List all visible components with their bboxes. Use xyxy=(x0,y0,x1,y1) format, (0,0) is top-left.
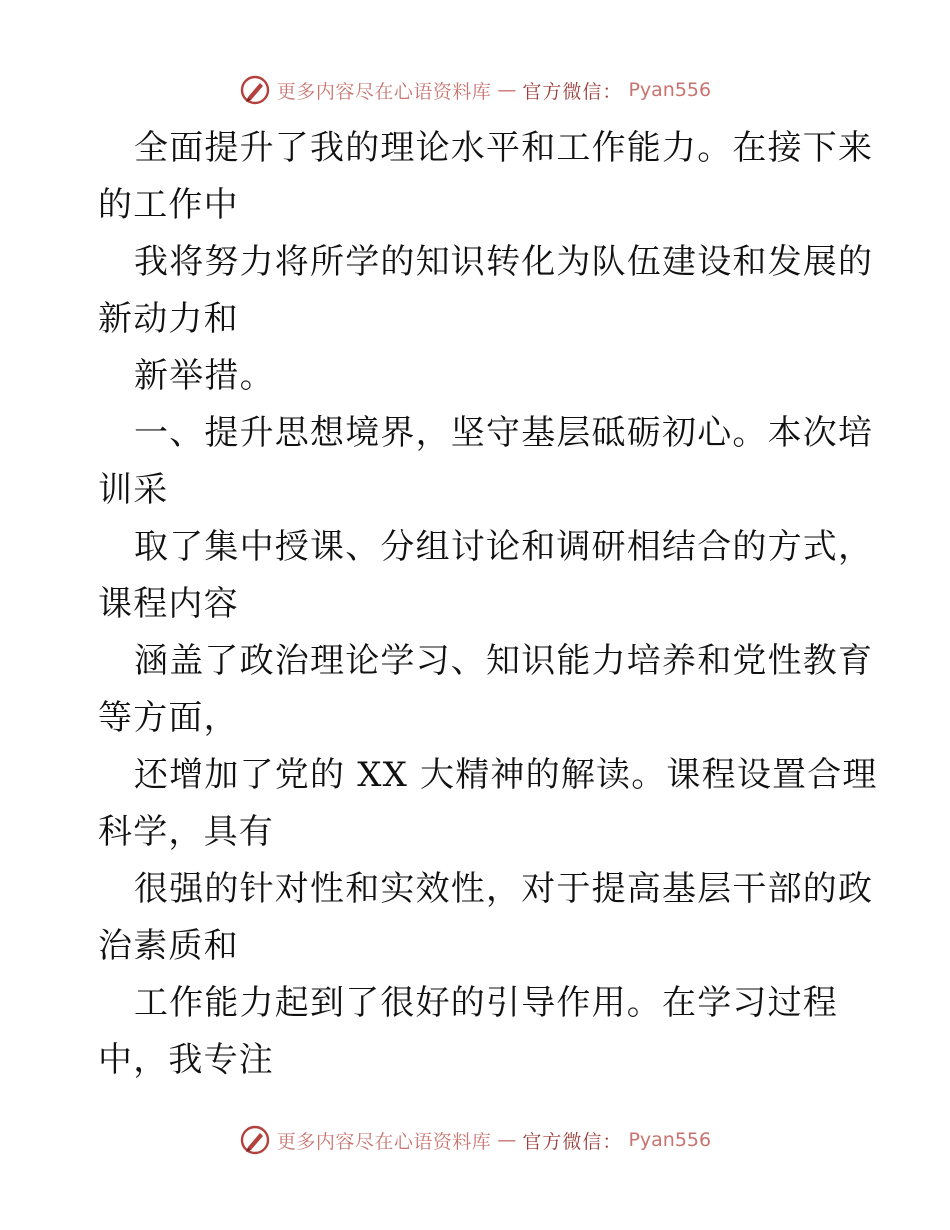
body-line: 中，我专注 xyxy=(98,1040,274,1080)
document-body xyxy=(98,120,878,1089)
body-line: 全面提升了我的理论水平和工作能力。在接下来 xyxy=(134,128,874,168)
body-line: 课程内容 xyxy=(98,584,239,624)
body-line: 等方面， xyxy=(98,698,239,738)
body-line: 很强的针对性和实效性，对于提高基层干部的政 xyxy=(134,869,874,909)
body-line: 还增加了党的 XX 大精神的解读。课程设置合理 xyxy=(134,755,878,795)
body-line: 科学，具有 xyxy=(98,812,274,852)
body-line: 涵盖了政治理论学习、知识能力培养和党性教育 xyxy=(134,641,874,681)
body-line: 取了集中授课、分组讨论和调研相结合的方式， xyxy=(134,527,874,567)
body-line: 一、提升思想境界，坚守基层砥砺初心。本次培 xyxy=(134,413,874,453)
header-account: Pyan556 xyxy=(628,79,712,101)
body-line: 治素质和 xyxy=(98,926,239,966)
body-line: 训采 xyxy=(98,470,169,510)
body-line: 我将努力将所学的知识转化为队伍建设和发展的 xyxy=(134,242,874,282)
body-line: 新举措。 xyxy=(134,356,275,396)
footer-brand-text: 更多内容尽在心语资料库 xyxy=(276,1130,492,1153)
pen-logo-icon xyxy=(239,74,271,106)
footer-official-label: 官方微信： xyxy=(522,1130,623,1153)
header-official-label: 官方微信： xyxy=(522,80,623,103)
body-line: 新动力和 xyxy=(98,299,239,339)
pen-logo-icon xyxy=(239,1124,271,1156)
footer-account: Pyan556 xyxy=(628,1129,712,1151)
header-banner xyxy=(0,70,950,110)
body-line: 的工作中 xyxy=(98,185,239,225)
body-line: 工作能力起到了很好的引导作用。在学习过程 xyxy=(134,983,838,1023)
header-brand-text: 更多内容尽在心语资料库 xyxy=(276,80,492,103)
header-dash: — xyxy=(497,79,517,101)
footer-dash: — xyxy=(497,1129,517,1151)
footer-banner xyxy=(0,1120,950,1160)
